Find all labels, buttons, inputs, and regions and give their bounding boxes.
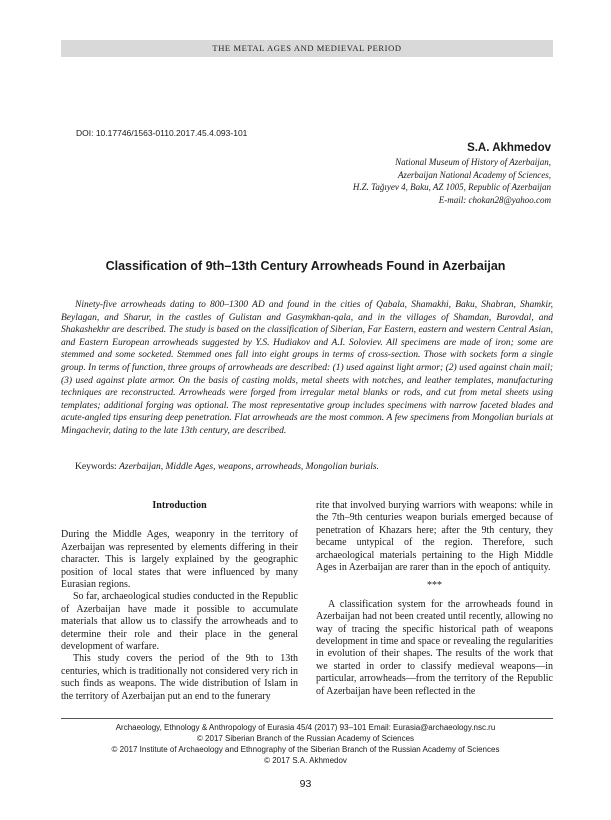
section-heading: Introduction (152, 500, 207, 511)
doi-line[interactable]: DOI: 10.17746/1563-0110.2017.45.4.093-101 (76, 128, 248, 138)
keywords (61, 462, 553, 472)
footer (40, 722, 571, 766)
paragraph: A classification system for the arrowheads found in Azerbaijan had not been created until recently, allowing no way of tracing the specific historical path of weapons development in time and space or revealing the regularities in evolution of their shapes. The results of the work that we started in order to classify medieval weapons—in particular, arrowheads—from the territory of the Republic of Azerbaijan have been reflected in the (316, 598, 553, 697)
paragraph: This study covers the period of the 9th to 13th centuries, which is traditionally not considered very rich in such finds as weapons. The wide distribution of Islam in the territory of Azerbaijan put an end to the funerary (61, 653, 298, 702)
paragraph: rite that involved burying warriors with weapons: while in the 7th–9th centuries weapon burials emerged because of penetration of Khazars here; after the 9th century, they became untypical of the region. Therefore, such archaeological materials pertaining to the High Middle Ages in Azerbaijan are rarer than in the epoch of antiquity. (316, 500, 553, 574)
footer-copyright-line: © 2017 Siberian Branch of the Russian Academy of Sciences (196, 734, 415, 743)
keywords-label: Keywords: (75, 462, 117, 472)
author-block (353, 142, 551, 206)
affiliation-line: Azerbaijan National Academy of Sciences, (397, 169, 551, 180)
left-column (61, 500, 298, 703)
paragraph: So far, archaeological studies conducted in the Republic of Azerbaijan have made it possible to accumulate materials that allow us to classify the arrowheads and to determine their role and their place in the general development of warfare. (61, 591, 298, 653)
footer-copyright-line: © 2017 Institute of Archaeology and Ethnography of the Siberian Branch of the Russian Academy of Sciences (111, 745, 500, 754)
affiliation-line: H.Z. Tağıyev 4, Baku, AZ 1005, Republic of Azerbaijan (352, 182, 551, 192)
author-email[interactable]: E-mail: chokan28@yahoo.com (438, 194, 551, 205)
right-column (316, 500, 553, 698)
affiliation-line: National Museum of History of Azerbaijan, (395, 157, 551, 167)
footer-journal-line: Archaeology, Ethnology & Anthropology of Eurasia 45/4 (2017) 93–101 Email: Eurasia@archaeology.nsc.ru (115, 723, 496, 732)
section-separator: *** (427, 580, 442, 592)
paragraph: During the Middle Ages, weaponry in the territory of Azerbaijan was represented by elements differing in their character. This is largely explained by the geographic position of local states that were influenced by many Eurasian regions. (61, 529, 298, 591)
page-number: 93 (299, 778, 312, 790)
running-header (61, 40, 553, 57)
footer-divider (61, 718, 553, 719)
footer-copyright-line: © 2017 S.A. Akhmedov (264, 756, 347, 765)
keywords-list: Azerbaijan, Middle Ages, weapons, arrowheads, Mongolian burials. (119, 462, 380, 472)
abstract: Ninety-five arrowheads dating to 800–1300 AD and found in the cities of Qabala, Shamakhi, Baku, Shabran, Shamkir, Beylagan, and Sharur, in the castles of Gulistan and Gasymkhan-qala, and in the villages of Shamdan, Burovdal, and Shakashekhr are described. The study is based on the classification of Siberian, Far Eastern, eastern and western Central Asian, and Eastern European arrowheads suggested by Y.S. Hudiakov and A.I. Soloviev. All specimens are made of iron; some are stemmed and some socketed. Stemmed ones fall into eight groups in terms of cross-section. Those with sockets form a single group. In terms of function, three groups of arrowheads are described: (1) used against light armor; (2) used against chain mail; (3) used against plate armor. On the basis of casting molds, metal sheets with notches, and leather templates, manufacturing techniques are reconstructed. Arrowheads were forged from irregular metal blanks or rods, and cut from metal sheets using templates; additional forging was optional. The most representative group includes specimens with narrow faceted blades and acute-angled tips ensuring deep penetration. Flat arrowheads are the most common. A few specimens from Mongolian burials at Mingachevir, dating to the late 13th century, are described. (61, 300, 553, 436)
author-name: S.A. Akhmedov (467, 142, 551, 154)
article-title: Classification of 9th–13th Century Arrowheads Found in Azerbaijan (105, 259, 506, 273)
section-title: THE METAL AGES AND MEDIEVAL PERIOD (212, 43, 402, 53)
